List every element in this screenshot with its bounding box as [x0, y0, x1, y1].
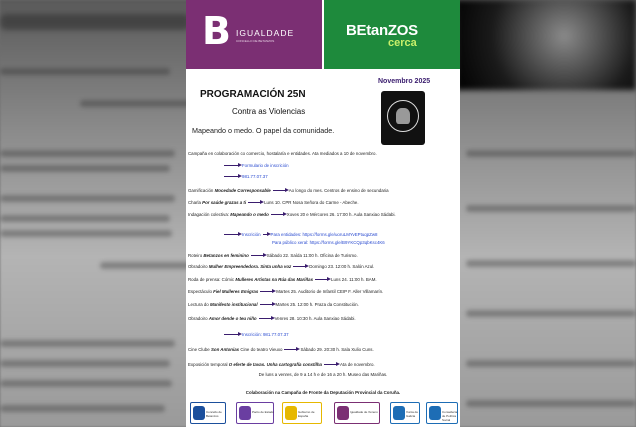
program-row: [186, 372, 460, 377]
row-text: De luns a venres, de 9 a 14 h e de 16 a 20 h. Museo das Mariñas.: [258, 372, 388, 377]
row-text: Campaña en colaboración co comercio, hostalaría e entidades. Ata mediados a 10 de novembro.: [188, 151, 377, 156]
row-prefix: Roda de prensa: Cómic: [188, 277, 236, 282]
program-row: [188, 277, 377, 282]
poster-subtitle: Contra as Violencias: [232, 107, 306, 116]
igualdade-logo-letter: B: [202, 9, 231, 53]
row-title: Betanzos en feminino: [203, 253, 249, 258]
program-row: [188, 302, 359, 307]
arrow-icon: [260, 304, 274, 305]
row-title: Amor dende o teu niño: [208, 316, 257, 321]
logo-label: Pacto de Estado: [252, 410, 275, 414]
program-row: [188, 188, 389, 193]
row-detail: Sábado 29. 20:30 h. Sala Xulio Cuns.: [300, 347, 374, 352]
logo-label: Xunta de Galicia: [406, 410, 419, 418]
blurred-line: [0, 230, 172, 237]
row-prefix: Exposición temporal: [188, 362, 229, 367]
logo-label: Concello de Betanzos: [206, 410, 222, 418]
arrow-icon: [284, 349, 298, 350]
row-link[interactable]: Inscrición: [242, 232, 261, 237]
footer-logo: [236, 402, 274, 424]
row-prefix: Charla: [188, 200, 203, 205]
row-title: Mocedade Corresponsable: [214, 188, 271, 193]
blurred-line: [0, 215, 170, 222]
arrow-icon: [315, 279, 329, 280]
blurred-corner-image: [456, 0, 636, 90]
logo-emblem-icon: [393, 406, 405, 420]
row-title: Mulher Empreendedora. Sinta unha voz: [208, 264, 292, 269]
blurred-line: [0, 150, 175, 157]
program-row: [188, 347, 374, 352]
program-row: [272, 240, 385, 245]
logo-emblem-icon: [429, 406, 441, 420]
row-link[interactable]: Inscrición: 981.77.07.37: [242, 332, 289, 337]
logo-emblem-icon: [337, 406, 349, 420]
arrow-icon: [324, 364, 338, 365]
row-text: Colaboración na Campaña de Fronte da Deputación Provincial da Coruña.: [245, 390, 401, 395]
program-row: [188, 151, 377, 156]
betanzos-logo-text: BEtanZOS: [346, 22, 418, 39]
program-row: [188, 289, 383, 294]
arrow-icon: [259, 318, 273, 319]
program-row: [186, 390, 460, 395]
row-title: O eferte de tavas. Unha cartografía conxtílha: [228, 362, 322, 367]
row-detail: Para entidades: https://forms.gle/uoruLMYvEPtuqpZw8: [270, 232, 378, 237]
blurred-line: [466, 260, 636, 267]
program-row: [188, 316, 356, 321]
poster-tagline: Mapeando o medo. O papel da comunidade.: [192, 126, 335, 135]
date-label: Novembro 2025: [378, 78, 431, 85]
blurred-line: [466, 360, 636, 367]
blurred-line: [466, 310, 636, 317]
poster-document: [186, 0, 460, 427]
row-prefix: Espectáculo: [188, 289, 214, 294]
program-row: [188, 264, 374, 269]
row-title: Fiel Mulleres Emigras: [213, 289, 259, 294]
row-detail: Ata de novembro.: [339, 362, 375, 367]
row-prefix: Obradoiro: [188, 316, 209, 321]
row-detail: Martes 25. Auditorio de Infantil CEIP F. Aller Villamarín.: [276, 289, 384, 294]
betanzos-logo-sub: cerca: [388, 37, 417, 49]
row-detail: Xoves 20 e Mércores 26. 17:00 h. Aula Sanxiao Sádabi.: [286, 212, 396, 217]
row-detail: Luns 10. CPR Nosa Señora do Carme - Abeche.: [264, 200, 359, 205]
arrow-icon: [248, 202, 262, 203]
logo-label: Igualdade de Xénero: [350, 410, 378, 414]
footer-logo: [190, 402, 226, 424]
igualdade-header: [186, 0, 322, 69]
row-prefix: Cine Clube: [188, 347, 211, 352]
footer-logo: [282, 402, 322, 424]
blurred-line: [0, 68, 170, 75]
blurred-line: [0, 380, 172, 387]
betanzos-cerca-header: [324, 0, 460, 69]
arrow-icon: [224, 165, 240, 166]
program-row: [188, 212, 396, 217]
poster-title: PROGRAMACIÓN 25N: [200, 89, 306, 100]
arrow-icon: [224, 176, 240, 177]
row-title: Manifesto institucional: [209, 302, 258, 307]
program-row: [222, 174, 268, 179]
logo-label: Consellería de Política Social: [442, 410, 458, 422]
blurred-line: [0, 195, 175, 202]
arrow-icon: [273, 190, 287, 191]
row-prefix: Indagación colectiva:: [188, 212, 231, 217]
blurred-title: [0, 14, 190, 30]
movement-seal-icon: [381, 91, 425, 145]
row-title: Mapeando o medo: [230, 212, 269, 217]
blurred-line: [466, 150, 636, 157]
row-prefix: Gamificación: [188, 188, 215, 193]
arrow-icon: [271, 214, 285, 215]
logo-emblem-icon: [285, 406, 297, 420]
footer-logo: [426, 402, 458, 424]
igualdade-logo-text: IGUALDADE: [236, 28, 295, 38]
program-row: [188, 253, 358, 258]
row-prefix: Lectura do: [188, 302, 210, 307]
row-detail: Ao longo do mes. Centros de ensino de secundaria: [288, 188, 389, 193]
igualdade-logo-subtext: CONCELLO DE BETANZOS: [236, 39, 275, 43]
arrow-icon: [263, 234, 269, 235]
row-link[interactable]: 981.77.07.37: [242, 174, 268, 179]
row-title: Son Antonias: [210, 347, 240, 352]
program-row: [222, 163, 289, 168]
blurred-line: [0, 405, 165, 412]
row-detail: Luns 24. 11:00 h. BAM.: [331, 277, 377, 282]
footer-logo: [334, 402, 380, 424]
logo-emblem-icon: [193, 406, 205, 420]
blurred-line: [0, 165, 170, 172]
program-row: [222, 332, 289, 337]
row-detail: Para público xeral: https://forms.gle/B9YKCQp3qbKsc4K6: [272, 240, 385, 245]
row-title: Por saúde grazas a ti: [202, 200, 247, 205]
blurred-line: [0, 340, 175, 347]
arrow-icon: [293, 266, 307, 267]
row-detail: Venres 28. 10:30 h. Aula Sanxiao Sádabi.: [274, 316, 356, 321]
program-row: [188, 362, 375, 367]
arrow-icon: [260, 291, 274, 292]
logo-emblem-icon: [239, 406, 251, 420]
footer-logo: [390, 402, 420, 424]
blurred-line: [466, 400, 636, 407]
row-mid: Cine do teatro Vieuxo: [239, 347, 283, 352]
logo-label: Gobierno de España: [298, 410, 315, 418]
program-row: [188, 200, 359, 205]
program-row: [222, 232, 377, 237]
row-prefix: Obradoiro: [188, 264, 209, 269]
row-detail: Sábado 22. Saída 11:00 h. Oficina de Turismo.: [266, 253, 358, 258]
blurred-line: [0, 360, 170, 367]
arrow-icon: [224, 334, 240, 335]
row-link[interactable]: Formulario de inscrición: [242, 163, 289, 168]
row-detail: Martes 25. 12:00 h. Praza da Constitución.: [275, 302, 359, 307]
arrow-icon: [251, 255, 265, 256]
blurred-line: [466, 205, 636, 212]
row-detail: Domingo 23. 12:00 h. Salón Azul.: [309, 264, 375, 269]
arrow-icon: [224, 234, 240, 235]
row-title: Mulleres Artistas na Rúa das Mariñas: [235, 277, 314, 282]
row-prefix: Roteiro: [188, 253, 204, 258]
